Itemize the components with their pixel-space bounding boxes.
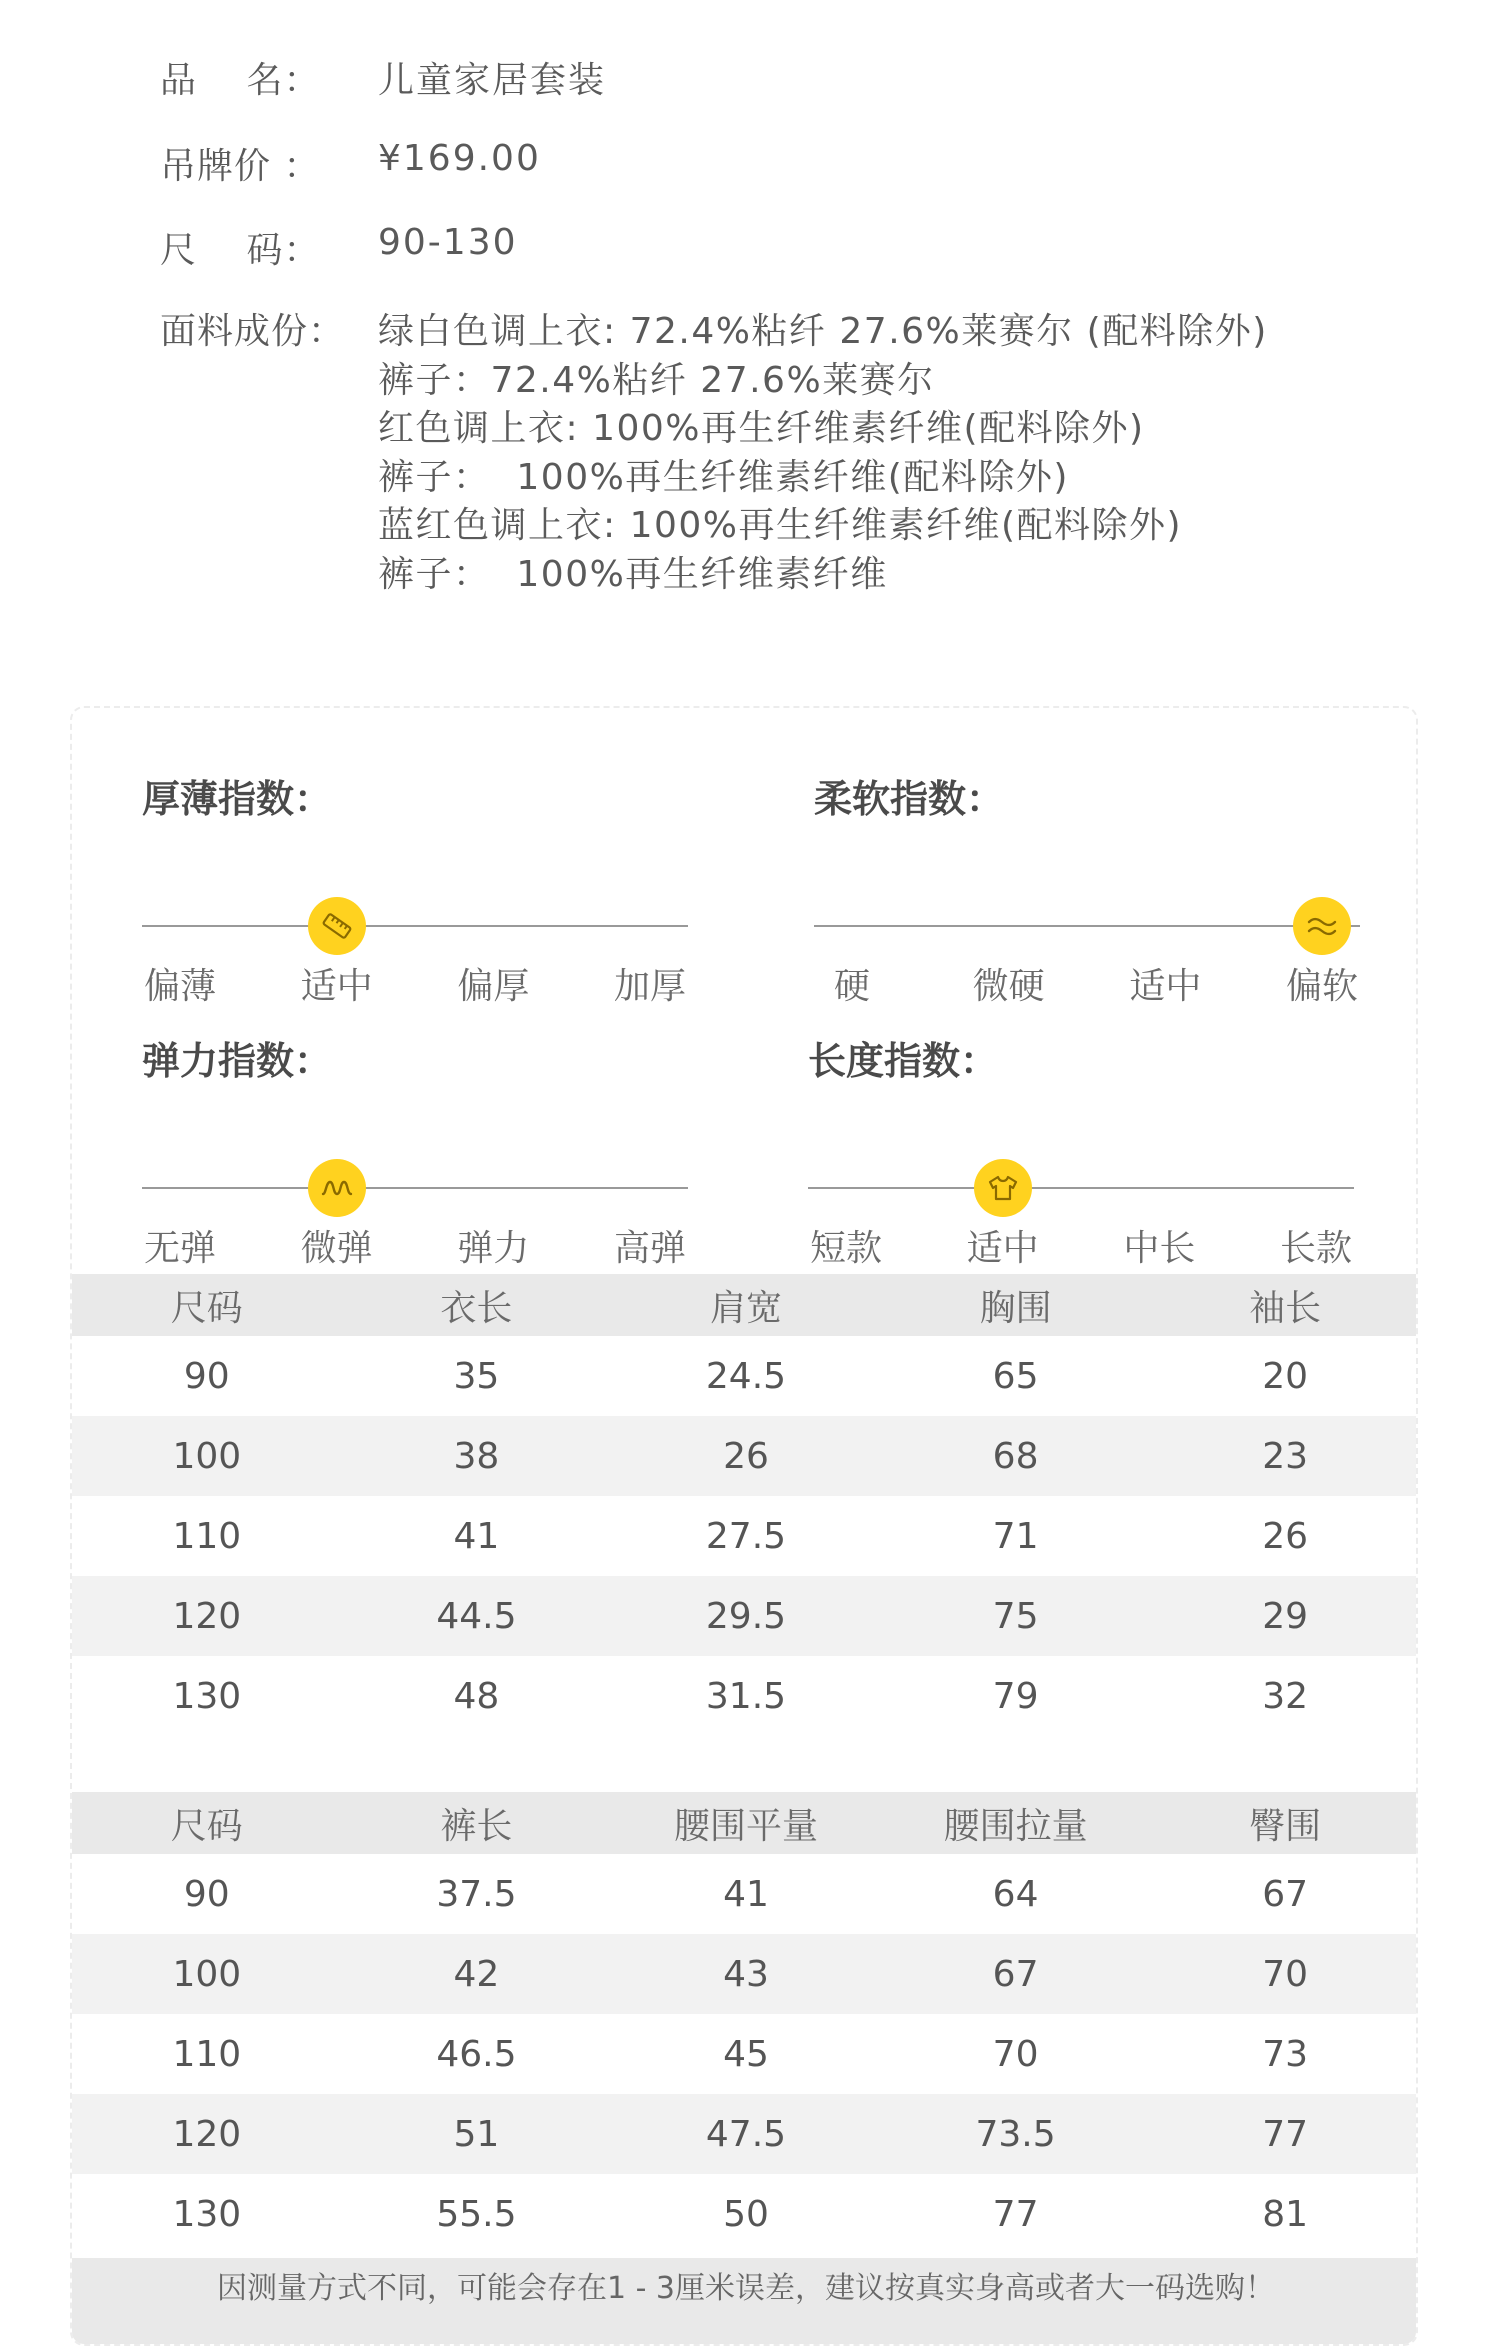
- index-label: 适中: [1129, 966, 1202, 1007]
- table-cell: 68: [992, 1435, 1039, 1477]
- product-name-value: 儿童家居套装: [378, 60, 607, 101]
- table-header-cell: 腰围平量: [673, 1805, 818, 1847]
- thickness-index: [142, 768, 688, 1018]
- product-price-value: ¥169.00: [378, 138, 541, 179]
- index-title: 长度指数：: [808, 1039, 999, 1083]
- index-labels: [814, 958, 1360, 1014]
- table-cell: 110: [172, 1515, 242, 1557]
- table-cell: 46.5: [436, 2033, 517, 2075]
- table-row: [72, 1336, 1418, 1416]
- index-label: 长款: [1279, 1228, 1353, 1269]
- fabric-line: 裤子： 100%再生纤维素纤维(配料除外): [378, 456, 1069, 498]
- table-cell: 29: [1262, 1595, 1309, 1637]
- index-label: 高弹: [613, 1228, 687, 1269]
- product-price-label: 吊牌价 ：: [160, 146, 321, 187]
- index-title: 厚薄指数：: [142, 777, 333, 821]
- table-cell: 41: [453, 1515, 500, 1557]
- table-cell: 110: [172, 2033, 242, 2075]
- softness-index: [814, 768, 1360, 1018]
- table-row: [72, 1854, 1418, 1934]
- table-cell: 130: [172, 2193, 242, 2235]
- table-cell: 50: [723, 2193, 769, 2235]
- table-row: [72, 1496, 1418, 1576]
- table-header-cell: 衣长: [440, 1287, 513, 1329]
- ruler-icon: [308, 897, 366, 955]
- shirt-icon: [974, 1159, 1032, 1217]
- table-header-cell: 腰围拉量: [943, 1805, 1088, 1847]
- table-cell: 51: [453, 2113, 500, 2155]
- table-cell: 100: [172, 1435, 242, 1477]
- table-row: [72, 2174, 1418, 2254]
- product-size-label: 尺 码：: [160, 230, 321, 271]
- table-cell: 67: [1262, 1873, 1309, 1915]
- table-cell: 42: [453, 1953, 500, 1995]
- table-header-row: [72, 1792, 1418, 1854]
- table-cell: 90: [183, 1873, 230, 1915]
- index-labels: [808, 1220, 1354, 1276]
- fabric-line: 裤子：72.4%粘纤 27.6%莱赛尔: [378, 359, 935, 401]
- table-cell: 71: [992, 1515, 1039, 1557]
- table-header-cell: 袖长: [1249, 1287, 1322, 1329]
- table-cell: 26: [1262, 1515, 1309, 1557]
- index-labels: [142, 1220, 688, 1276]
- table-cell: 20: [1262, 1355, 1309, 1397]
- table-header-cell: 胸围: [979, 1287, 1052, 1329]
- table-cell: 47.5: [705, 2113, 787, 2155]
- table-cell: 65: [992, 1355, 1039, 1397]
- wave-icon: [1293, 897, 1351, 955]
- table-cell: 48: [453, 1675, 500, 1717]
- index-title: 柔软指数：: [814, 777, 1005, 821]
- table-cell: 24.5: [705, 1355, 787, 1397]
- table-cell: 90: [183, 1355, 230, 1397]
- index-labels: [142, 958, 688, 1014]
- product-name-label: 品 名：: [160, 60, 321, 101]
- table-cell: 70: [992, 2033, 1039, 2075]
- table-cell: 120: [172, 2113, 242, 2155]
- table-cell: 29.5: [705, 1595, 787, 1637]
- index-label: 偏厚: [457, 966, 530, 1007]
- table-row: [72, 1576, 1418, 1656]
- index-label: 硬: [833, 966, 871, 1007]
- index-label: 偏软: [1285, 966, 1359, 1007]
- table-cell: 64: [992, 1873, 1039, 1915]
- table-cell: 75: [992, 1595, 1039, 1637]
- table-cell: 38: [453, 1435, 500, 1477]
- table-row: [72, 2094, 1418, 2174]
- pants-size-table: [72, 1792, 1418, 2254]
- index-label: 短款: [809, 1228, 883, 1269]
- table-cell: 26: [723, 1435, 769, 1477]
- product-fabric-label: 面料成份：: [160, 311, 346, 352]
- table-cell: 43: [723, 1953, 769, 1995]
- table-cell: 77: [992, 2193, 1039, 2235]
- table-cell: 130: [172, 1675, 242, 1717]
- table-cell: 44.5: [436, 1595, 517, 1637]
- index-title: 弹力指数：: [142, 1039, 333, 1083]
- table-cell: 67: [992, 1953, 1039, 1995]
- table-cell: 35: [453, 1355, 500, 1397]
- fabric-line: 红色调上衣: 100%再生纤维素纤维(配料除外): [378, 408, 1145, 449]
- fabric-line: 蓝红色调上衣: 100%再生纤维素纤维(配料除外): [378, 505, 1183, 546]
- table-cell: 73: [1262, 2033, 1309, 2075]
- top-size-table: [72, 1274, 1418, 1736]
- table-cell: 79: [992, 1675, 1039, 1717]
- table-cell: 31.5: [705, 1675, 787, 1717]
- table-cell: 81: [1262, 2193, 1309, 2235]
- index-label: 中长: [1123, 1228, 1196, 1269]
- table-cell: 120: [172, 1595, 242, 1637]
- fabric-composition: [378, 308, 1268, 599]
- index-track: [808, 1187, 1354, 1189]
- index-label: 微弹: [300, 1228, 373, 1269]
- index-track: [142, 925, 688, 927]
- product-price-row: [160, 138, 541, 189]
- table-row: [72, 1656, 1418, 1736]
- table-row: [72, 1416, 1418, 1496]
- table-header-cell: 臀围: [1249, 1805, 1322, 1847]
- index-track: [142, 1187, 688, 1189]
- table-cell: 37.5: [436, 1873, 517, 1915]
- table-cell: 70: [1262, 1953, 1309, 1995]
- spring-icon: [308, 1159, 366, 1217]
- table-header-row: [72, 1274, 1418, 1336]
- product-name-row: [160, 52, 606, 103]
- product-size-row: [160, 222, 518, 273]
- index-label: 弹力: [457, 1228, 530, 1269]
- table-row: [72, 1934, 1418, 2014]
- fabric-line: 裤子： 100%再生纤维素纤维: [378, 553, 888, 595]
- index-label: 微硬: [972, 966, 1045, 1007]
- table-header-cell: 肩宽: [709, 1287, 782, 1329]
- index-track: [814, 925, 1360, 927]
- index-label: 偏薄: [143, 966, 217, 1007]
- fabric-line: 绿白色调上衣: 72.4%粘纤 27.6%莱赛尔 (配料除外): [378, 311, 1268, 352]
- table-header-cell: 尺码: [170, 1287, 243, 1329]
- table-cell: 100: [172, 1953, 242, 1995]
- index-label: 无弹: [143, 1228, 217, 1269]
- index-label: 适中: [966, 1228, 1039, 1269]
- table-row: [72, 2014, 1418, 2094]
- table-cell: 77: [1262, 2113, 1309, 2155]
- elasticity-index: [142, 1030, 688, 1280]
- table-cell: 45: [723, 2033, 769, 2075]
- size-info-card: [70, 706, 1418, 2346]
- index-label: 适中: [300, 966, 373, 1007]
- table-cell: 41: [723, 1873, 769, 1915]
- table-cell: 23: [1262, 1435, 1309, 1477]
- table-cell: 32: [1262, 1675, 1309, 1717]
- product-size-value: 90-130: [378, 222, 518, 263]
- table-header-cell: 裤长: [440, 1805, 513, 1847]
- table-header-cell: 尺码: [170, 1805, 243, 1847]
- length-index: [808, 1030, 1354, 1280]
- table-cell: 27.5: [705, 1515, 787, 1557]
- table-cell: 73.5: [975, 2113, 1056, 2155]
- measurement-note: 因测量方式不同，可能会存在1 - 3厘米误差，建议按真实身高或者大一码选购！: [72, 2258, 1418, 2346]
- table-cell: 55.5: [436, 2193, 517, 2235]
- product-fabric-row: [160, 308, 1268, 599]
- index-label: 加厚: [613, 966, 687, 1007]
